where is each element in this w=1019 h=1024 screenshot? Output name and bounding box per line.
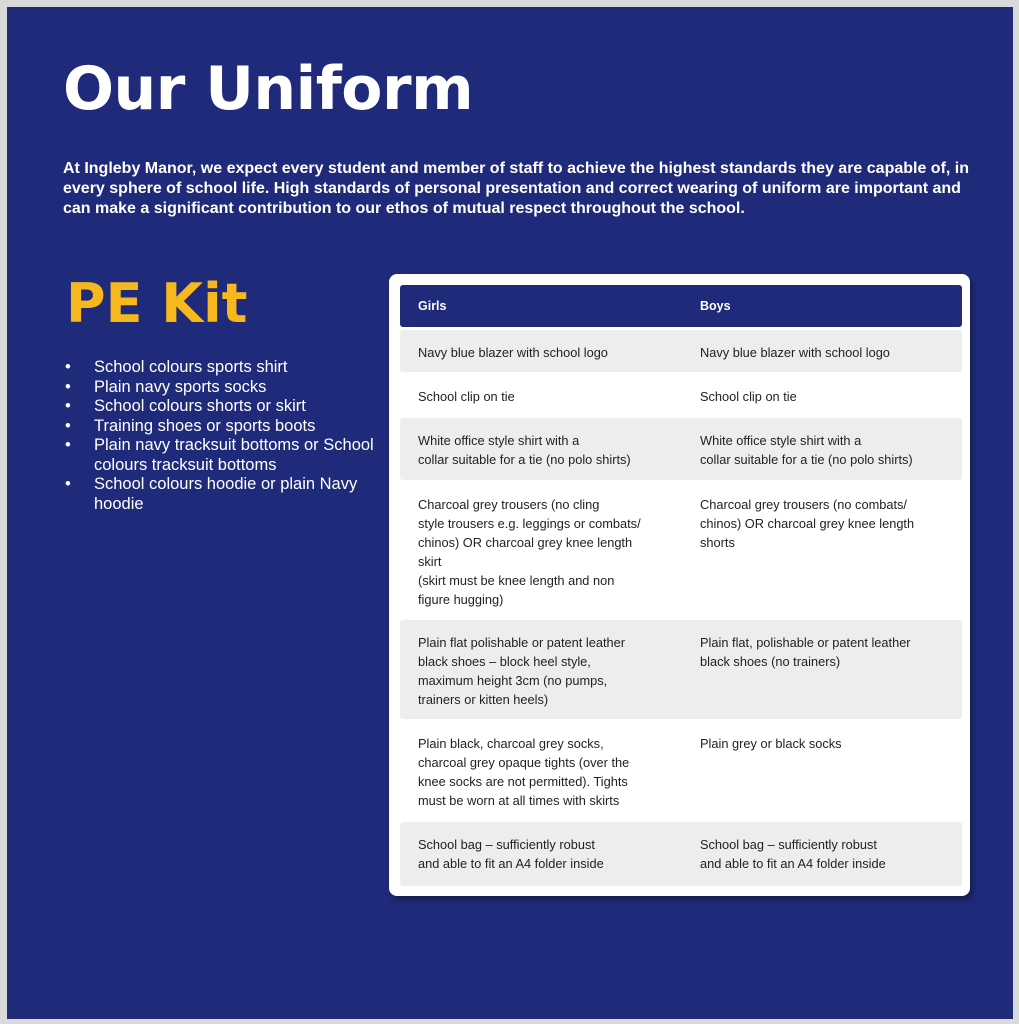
uniform-page — [7, 7, 1013, 1019]
cell-girls: Plain flat polishable or patent leather black shoes – block heel style, maximum height 3cm (no pumps, trainers or kitten heels) — [418, 635, 626, 707]
cell-boys: Plain grey or black socks — [700, 736, 842, 751]
list-item — [63, 378, 383, 398]
cell-girls: School clip on tie — [418, 389, 515, 404]
table-row — [400, 330, 962, 372]
page-title: Our Uniform — [63, 54, 474, 124]
cell-boys: Navy blue blazer with school logo — [700, 345, 890, 360]
pe-kit-item-label: Plain navy sports socks — [94, 377, 267, 396]
cell-boys: White office style shirt with a collar suitable for a tie (no polo shirts) — [700, 433, 913, 467]
cell-girls: Navy blue blazer with school logo — [418, 345, 608, 360]
cell-boys: School bag – sufficiently robust and able to fit an A4 folder inside — [700, 837, 886, 871]
table-row — [400, 822, 962, 886]
table-header — [400, 285, 962, 327]
cell-boys: Charcoal grey trousers (no combats/ chinos) OR charcoal grey knee length shorts — [700, 497, 915, 550]
table-row — [400, 418, 962, 480]
cell-boys: Plain flat, polishable or patent leather black shoes (no trainers) — [700, 635, 911, 669]
pe-kit-item-label: Training shoes or sports boots — [94, 416, 316, 435]
header-girls: Girls — [418, 299, 447, 313]
bullet-icon: • — [65, 397, 71, 415]
uniform-table — [389, 274, 970, 896]
list-item — [63, 417, 383, 437]
pe-kit-heading: PE Kit — [66, 272, 248, 335]
bullet-icon: • — [65, 358, 71, 376]
table-row — [400, 721, 962, 820]
header-boys: Boys — [700, 299, 731, 313]
cell-girls: Plain black, charcoal grey socks, charcoal grey opaque tights (over the knee socks are not permitted). Tights must be worn at all times with skirts — [418, 736, 630, 808]
list-item — [63, 475, 383, 514]
table-row — [400, 374, 962, 416]
bullet-icon: • — [65, 475, 71, 493]
bullet-icon: • — [65, 416, 71, 435]
table-row — [400, 620, 962, 719]
table-row — [400, 482, 962, 618]
list-item — [63, 436, 383, 475]
intro-paragraph: At Ingleby Manor, we expect every student and member of staff to achieve the highest standards they are capable of, in every sphere of school life. High standards of personal presentation and correct wearing of uniform are important and can make a significant contribution to our ethos of mutual respect throughout the school. — [63, 160, 970, 217]
cell-girls: Charcoal grey trousers (no cling style trousers e.g. leggings or combats/ chinos) OR charcoal grey knee length skirt (skirt must be knee length and non figure hugging) — [418, 497, 641, 607]
pe-kit-list — [63, 358, 383, 514]
pe-kit-item-label: Plain navy tracksuit bottoms or School colours tracksuit bottoms — [94, 436, 374, 474]
cell-girls: School bag – sufficiently robust and able to fit an A4 folder inside — [418, 837, 604, 871]
cell-girls: White office style shirt with a collar suitable for a tie (no polo shirts) — [418, 433, 631, 467]
pe-kit-item-label: School colours shorts or skirt — [94, 397, 306, 415]
pe-kit-item-label: School colours hoodie or plain Navy hoodie — [94, 475, 358, 513]
list-item — [63, 358, 383, 378]
cell-boys: School clip on tie — [700, 389, 797, 404]
list-item — [63, 397, 383, 417]
bullet-icon: • — [65, 436, 71, 454]
bullet-icon: • — [65, 377, 71, 396]
pe-kit-item-label: School colours sports shirt — [94, 358, 288, 376]
